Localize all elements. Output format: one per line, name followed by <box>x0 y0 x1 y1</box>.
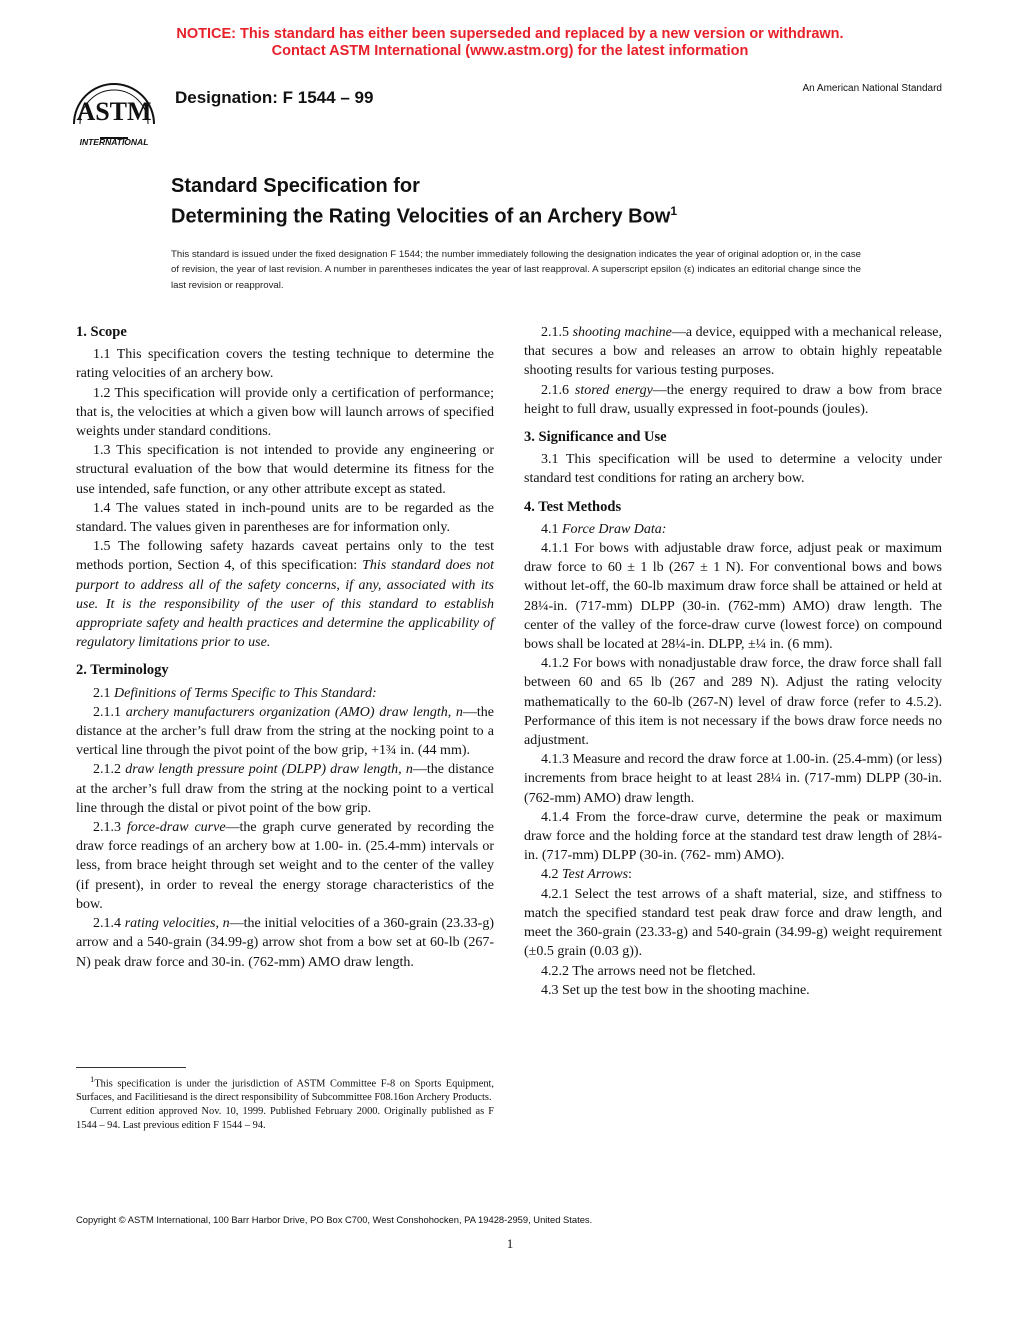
footnote-rule <box>76 1067 186 1068</box>
definition: —the graph curve generated by recording the draw force readings of an archery bow at 1.00- in. (25.4-mm) intervals or less, from brace height through set weight and to the center of the valley (if present), in order to reveal the energy storage characteristics of the bow. <box>76 820 494 912</box>
term: stored energy <box>574 382 653 398</box>
title-line-1: Standard Specification for <box>171 175 420 197</box>
section-heading-significance: 3. Significance and Use <box>524 429 667 446</box>
punct: : <box>628 867 632 883</box>
term: draw length pressure point (DLPP) draw length, n <box>125 762 413 778</box>
notice-line-1: NOTICE: This standard has either been superseded and replaced by a new version or withdrawn. <box>176 26 844 42</box>
para-num: 2.1.6 <box>541 382 575 398</box>
paragraph-2-1-1 <box>76 703 494 761</box>
term: rating velocities, n <box>124 916 230 932</box>
issued-note: This standard is issued under the fixed designation F 1544; the number immediately following the designation indicates the year of original adoption or, in the case of revision, the year of last revision. A number in parentheses indicates the year of last reapproval. A superscript epsilon (ε) indicates an editorial change since the last revision or reapproval. <box>171 249 861 291</box>
para-num: 2.1.2 <box>93 762 126 778</box>
section-heading-test-methods: 4. Test Methods <box>524 498 622 515</box>
footnote-text: This specification is under the jurisdiction of ASTM Committee F-8 on Sports Equipment, Surfaces, and Facilitiesand is the direct responsibility of Subcommittee F08.16on Archery Products. <box>76 1078 494 1104</box>
paragraph-2-1-6 <box>524 381 942 419</box>
para-num: 2.1 <box>93 685 114 701</box>
para-num: 2.1.3 <box>93 820 127 836</box>
paragraph-2-1-5 <box>524 323 942 381</box>
para-num: 4.1 <box>541 521 562 537</box>
definition: —the distance at the archer’s full draw from the string at the nocking point to a vertical line through the distal or pivot point of the bow grip. <box>76 762 495 816</box>
paragraph-1-2: 1.2 This specification will provide only a certification of performance; that is, the velocities at which a given bow will launch arrows of specified weights under standard conditions. <box>76 385 494 440</box>
national-standard-label: An American National Standard <box>802 83 942 94</box>
left-column <box>76 323 494 972</box>
footnote-mark: 1 <box>90 1074 95 1084</box>
definition: —the energy required to draw a bow from brace height to full draw, usually expressed in foot-pounds (joules). <box>524 382 942 417</box>
paragraph-4-1-1: 4.1.1 For bows with adjustable draw force, adjust peak or maximum draw force to 60 ± 1 lb (267 ± 1 N). For conventional bows and bows without let-off, the 60-lb maximum draw force shall be attained or held at 28¼-in. (717-mm) DLPP (30-in. (762-mm) AMO) draw length. The center of the valley of the force-draw curve (lowest force) on compound bows shall be located at 28¼-in. DLPP, ±¼ in. (6 mm). <box>524 541 942 653</box>
term: force-draw curve <box>126 820 226 836</box>
paragraph-2-1 <box>76 684 494 703</box>
definition: —a device, equipped with a mechanical release, that secures a bow and releases an arrow to obtain highly repeatable shooting results for various testing purposes. <box>524 325 943 379</box>
paragraph-4-2-1: 4.2.1 Select the test arrows of a shaft material, size, and stiffness to match the specified standard test peak draw force and draw length, and meet the 360-grain (23.33-g) and 540-grain (34.99-g) weight requirement (±0.5 grain (0.03 g)). <box>524 886 942 960</box>
para-1-5-text: 1.5 The following safety hazards caveat pertains only to the test methods portion, Section 4, of this specification: <box>76 539 494 574</box>
paragraph-3-1: 3.1 This specification will be used to determine a velocity under standard test conditions for rating an archery bow. <box>524 452 942 487</box>
title-line-2 <box>171 199 677 230</box>
paragraph-4-3: 4.3 Set up the test bow in the shooting machine. <box>541 982 810 998</box>
paragraph-2-1-2 <box>76 760 494 818</box>
paragraph-2-1-4 <box>76 914 494 972</box>
paragraph-2-1-3 <box>76 818 494 914</box>
footnote-1 <box>76 1073 494 1105</box>
para-num: 2.1.1 <box>93 704 126 720</box>
copyright: Copyright © ASTM International, 100 Barr Harbor Drive, PO Box C700, West Conshohocken, PA 19428-2959, United States. <box>76 1214 593 1225</box>
term: archery manufacturers organization (AMO) draw length, n <box>125 704 463 720</box>
term: shooting machine <box>572 325 672 340</box>
title-footnote-ref: 1 <box>670 204 678 218</box>
paragraph-1-3: 1.3 This specification is not intended to provide any engineering or structural evaluation of the bow that would determine its fitness for the use intended, safe function, or any other attribute except as stated. <box>76 443 494 497</box>
definition: —the initial velocities of a 360-grain (23.33-g) arrow and a 540-grain (34.99-g) arrow shot from a bow set at 60-lb (267-N) peak draw force and 30-in. (762-mm) AMO draw length. <box>76 916 494 970</box>
subheading: Test Arrows <box>562 867 629 883</box>
logo-subtext: INTERNATIONAL <box>79 137 149 147</box>
paragraph-1-5 <box>76 537 494 652</box>
subheading: Force Draw Data: <box>562 521 667 537</box>
document-title <box>171 174 677 230</box>
definition: —the distance at the archer’s full draw from the string at the nocking point to a vertical line through the pivot point of the bow grip, +1¾ in. (44 mm). <box>76 704 495 759</box>
paragraph-1-1: 1.1 This specification covers the testing technique to determine the rating velocities of an archery bow. <box>76 347 494 382</box>
designation: Designation: F 1544 – 99 <box>175 88 374 107</box>
footnotes <box>76 1068 494 1133</box>
para-num: 2.1.5 <box>541 325 573 340</box>
paragraph-4-1-4: 4.1.4 From the force-draw curve, determine the peak or maximum draw force and the holding force at the standard test draw length of 28¼-in. (717-mm) DLPP (30-in. (762- mm) AMO). <box>524 809 942 864</box>
footnote-edition: Current edition approved Nov. 10, 1999. Published February 2000. Originally published as F 1544 – 94. Last previous edition F 1544 – 94. <box>76 1106 494 1131</box>
paragraph-4-1-3: 4.1.3 Measure and record the draw force at 1.00-in. (25.4-mm) (or less) increments from brace height to at least 28¼ in. (717-mm) DLPP (30-in. (762-mm) AMO) draw length. <box>524 752 942 806</box>
paragraph-4-2 <box>524 865 942 884</box>
notice-line-2: Contact ASTM International (www.astm.org) for the latest information <box>271 43 749 59</box>
section-heading-terminology: 2. Terminology <box>76 662 169 679</box>
logo-text: ASTM <box>76 97 152 126</box>
paragraph-1-4: 1.4 The values stated in inch-pound units are to be regarded as the standard. The values given in parentheses are for information only. <box>76 500 494 536</box>
astm-logo <box>66 76 162 150</box>
right-column <box>524 323 942 1000</box>
page-number: 1 <box>506 1236 514 1251</box>
withdrawn-notice <box>0 26 1020 60</box>
paragraph-4-1-2: 4.1.2 For bows with nonadjustable draw force, the draw force shall fall between 60 and 65 lb (267 and 289 N). Adjust the rating velocity mathematically to the 60-lb (267-N) level of draw force (refer to 4.5.2). Performance of this item is not necessary if the bows draw force needs no adjustment. <box>524 656 942 749</box>
title-text: Determining the Rating Velocities of an Archery Bow <box>171 205 671 228</box>
para-num: 4.2 <box>541 867 562 883</box>
para-num: 2.1.4 <box>93 916 125 932</box>
safety-caveat: This standard does not purport to address all of the safety concerns, if any, associated with its use. It is the responsibility of the user of this standard to establish appropriate safety and health practices and determine the applicability of regulatory limitations prior to use. <box>76 558 494 651</box>
section-heading-scope: 1. Scope <box>76 324 127 340</box>
term-heading: Definitions of Terms Specific to This Standard: <box>114 685 377 701</box>
paragraph-4-2-2: 4.2.2 The arrows need not be fletched. <box>541 963 756 979</box>
paragraph-4-1 <box>524 520 942 539</box>
